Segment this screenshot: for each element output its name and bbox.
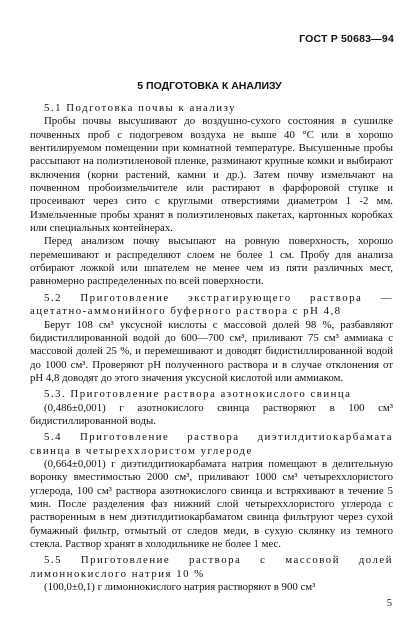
paragraph: (0,486±0,001) г азотнокислого свинца растворяют в 100 см³ бидистиллированной воды. xyxy=(30,401,393,427)
document-body xyxy=(30,102,393,594)
subsection-heading-5-2: 5.2 Приготовление экстрагирующего раствора — ацетатно-аммонийного буферного раствора с рН 4,8 xyxy=(30,291,393,318)
standard-number: ГОСТ Р 50683—94 xyxy=(299,33,394,45)
subsection-heading-5-3: 5.3. Приготовление раствора азотнокислого свинца xyxy=(44,388,352,401)
subsection-heading-5-1: 5.1 Подготовка почвы к анализу xyxy=(44,102,237,114)
page-number: 5 xyxy=(386,598,392,609)
subsection-heading-5-5: 5.5 Приготовление раствора с массовой долей лимоннокислого натрия 10 % xyxy=(30,554,393,580)
paragraph: (0,664±0,001) г диэтилдитиокарбамата натрия помещают в делительную воронку вместимостью 2000 см³, приливают 1000 см³ четыреххлористого углерода, 100 см³ раствора азотнокислого свинца и встряхивают в течение 5 мин. После разделения фаз нижний слой четыреххлористого углерода с растворенным в нем диэтилдитиокарбаматом свинца фильтруют через сухой бумажный фильтр, отмытый от следов меди, в сухую склянку из темного стекла. Раствор хранят в холодильнике не более 1 мес. xyxy=(30,457,393,550)
section-title: 5 ПОДГОТОВКА К АНАЛИЗУ xyxy=(137,80,282,92)
paragraph: Берут 108 см³ уксусной кислоты с массовой долей 98 %, разбавляют бидистиллированной водой до 600—700 см³, приливают 75 см³ аммиака с массовой долей 25 %, и перемешивают и доводят бидистиллированной водой до 1000 см³. Проверяют рН полученного раствора и в случае отклонения от рН 4,8 доводят до этого значения уксусной кислотой или аммиаком. xyxy=(30,318,393,384)
paragraph: Перед анализом почву высыпают на ровную поверхность, хорошо перемешивают и распределяют слоем не более 1 см. Пробу для анализа отбирают ложкой или шпателем не менее чем из пяти различных мест, равномерно распределенных по всей поверхности. xyxy=(30,235,393,288)
subsection-heading-5-4: 5.4 Приготовление раствора диэтилдитиокарбамата свинца в четыреххлористом углероде xyxy=(30,431,393,457)
paragraph: (100,0±0,1) г лимоннокислого натрия растворяют в 900 см³ xyxy=(44,581,316,594)
paragraph: Пробы почвы высушивают до воздушно-сухого состояния в сушилке почвенных проб с подогревом воздуха не выше 40 °С или в хорошо вентилируемом помещении при комнатной температуре. Высушенные пробы рассыпают на полиэтиленовой пленке, разминают крупные комки и выбирают включения (корни растений, камни и др.). Затем почву измельчают на почвенном пробоизмельчителе или растирают в фарфоровой ступке и просеивают через сито с круглыми отверстиями диаметром 1 -2 мм. Измельченные пробы хранят в полиэтиленовых пакетах, картонных коробках или специальных контейнерах. xyxy=(30,115,393,235)
